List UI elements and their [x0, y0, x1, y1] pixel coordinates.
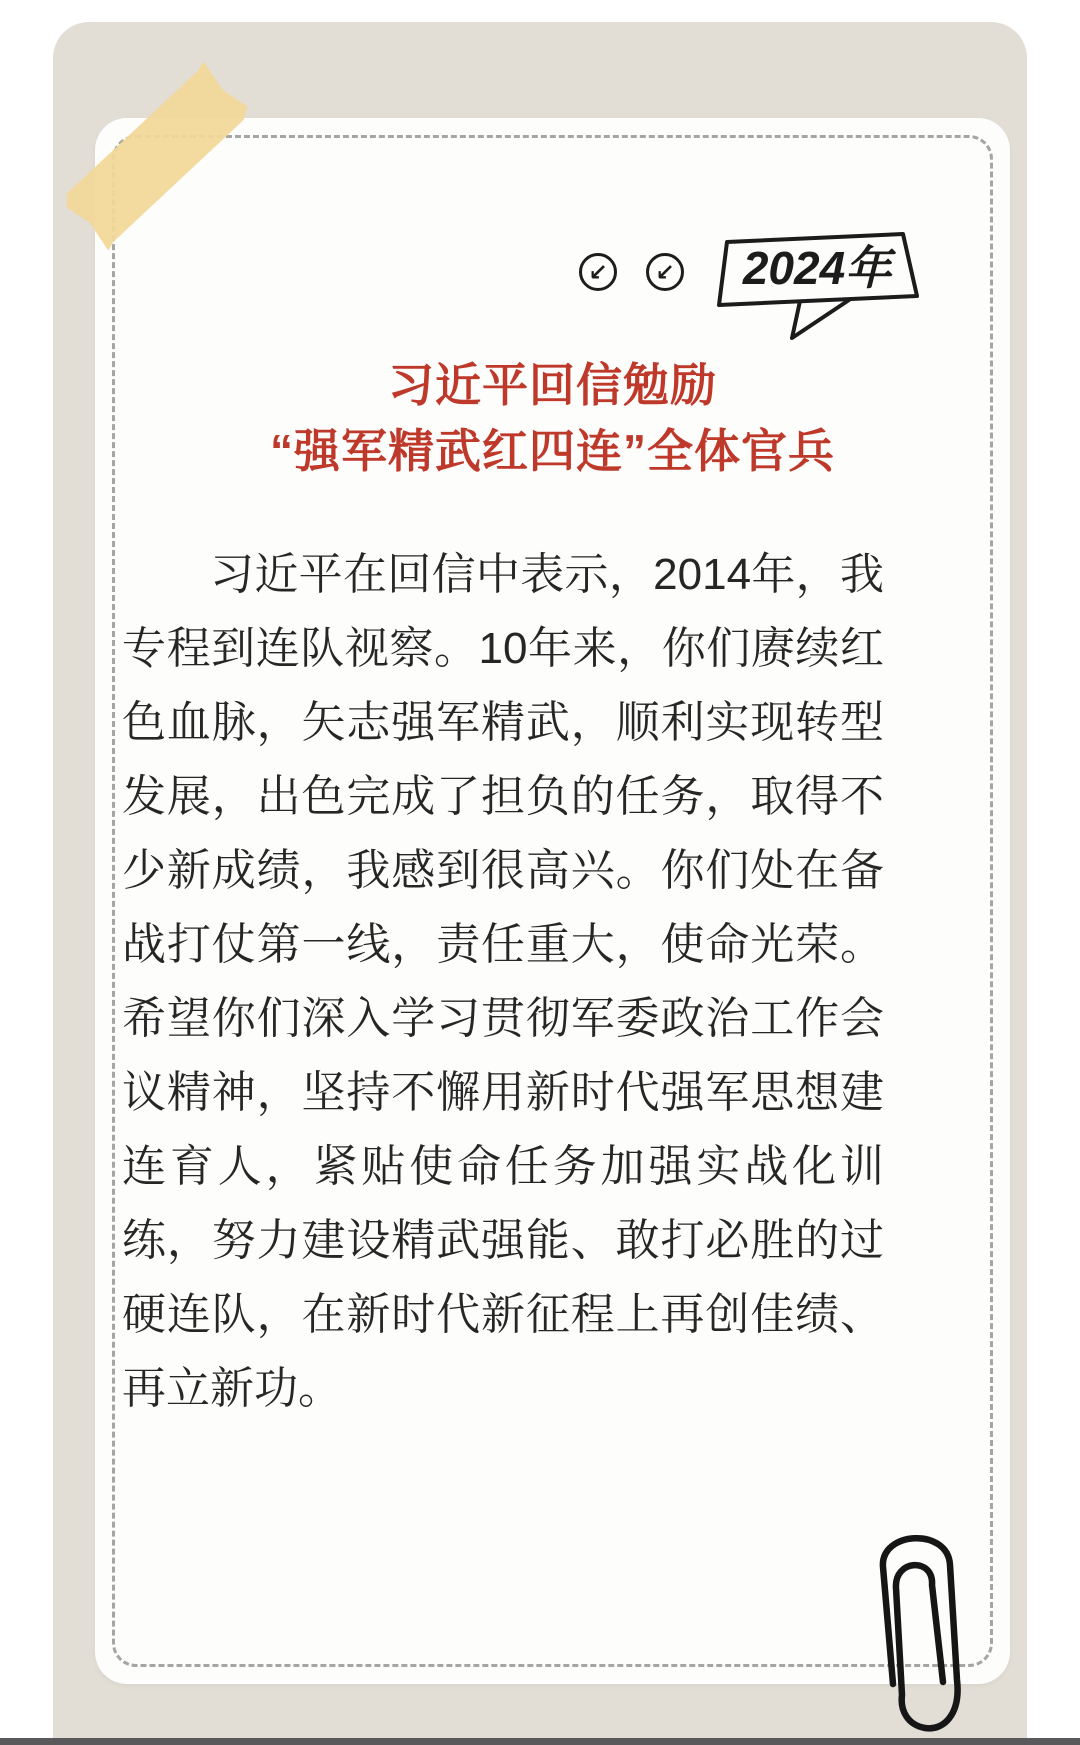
speech-bubble-icon	[712, 226, 927, 351]
article-title	[95, 352, 1010, 484]
arrow-glyph: ↙	[588, 258, 608, 285]
year-label: 2024年	[742, 242, 892, 294]
article-body-paragraph: 习近平在回信中表示，2014年，我专程到连队视察。10年来，你们赓续红色血脉，矢志强军精武，顺利实现转型发展，出色完成了担负的任务，取得不少新成绩，我感到很高兴。你们处在备战打仗第一线，责任重大，使命光荣。希望你们深入学习贯彻军委政治工作会议精神，坚持不懈用新时代强军思想建连育人，紧贴使命任务加强实战化训练，努力建设精武强能、敢打必胜的过硬连队，在新时代新征程上再创佳绩、再立新功。	[122, 550, 884, 1413]
title-line-2: “强军精武红四连”全体官兵	[270, 425, 835, 477]
bottom-bar	[0, 1738, 1080, 1745]
title-line-1: 习近平回信勉励	[388, 359, 717, 411]
arrow-down-left-icon	[579, 253, 617, 291]
arrow-down-left-icon	[646, 253, 684, 291]
paperclip-icon	[868, 1525, 973, 1735]
arrow-glyph: ↙	[655, 258, 675, 285]
year-speech-bubble	[712, 226, 927, 351]
